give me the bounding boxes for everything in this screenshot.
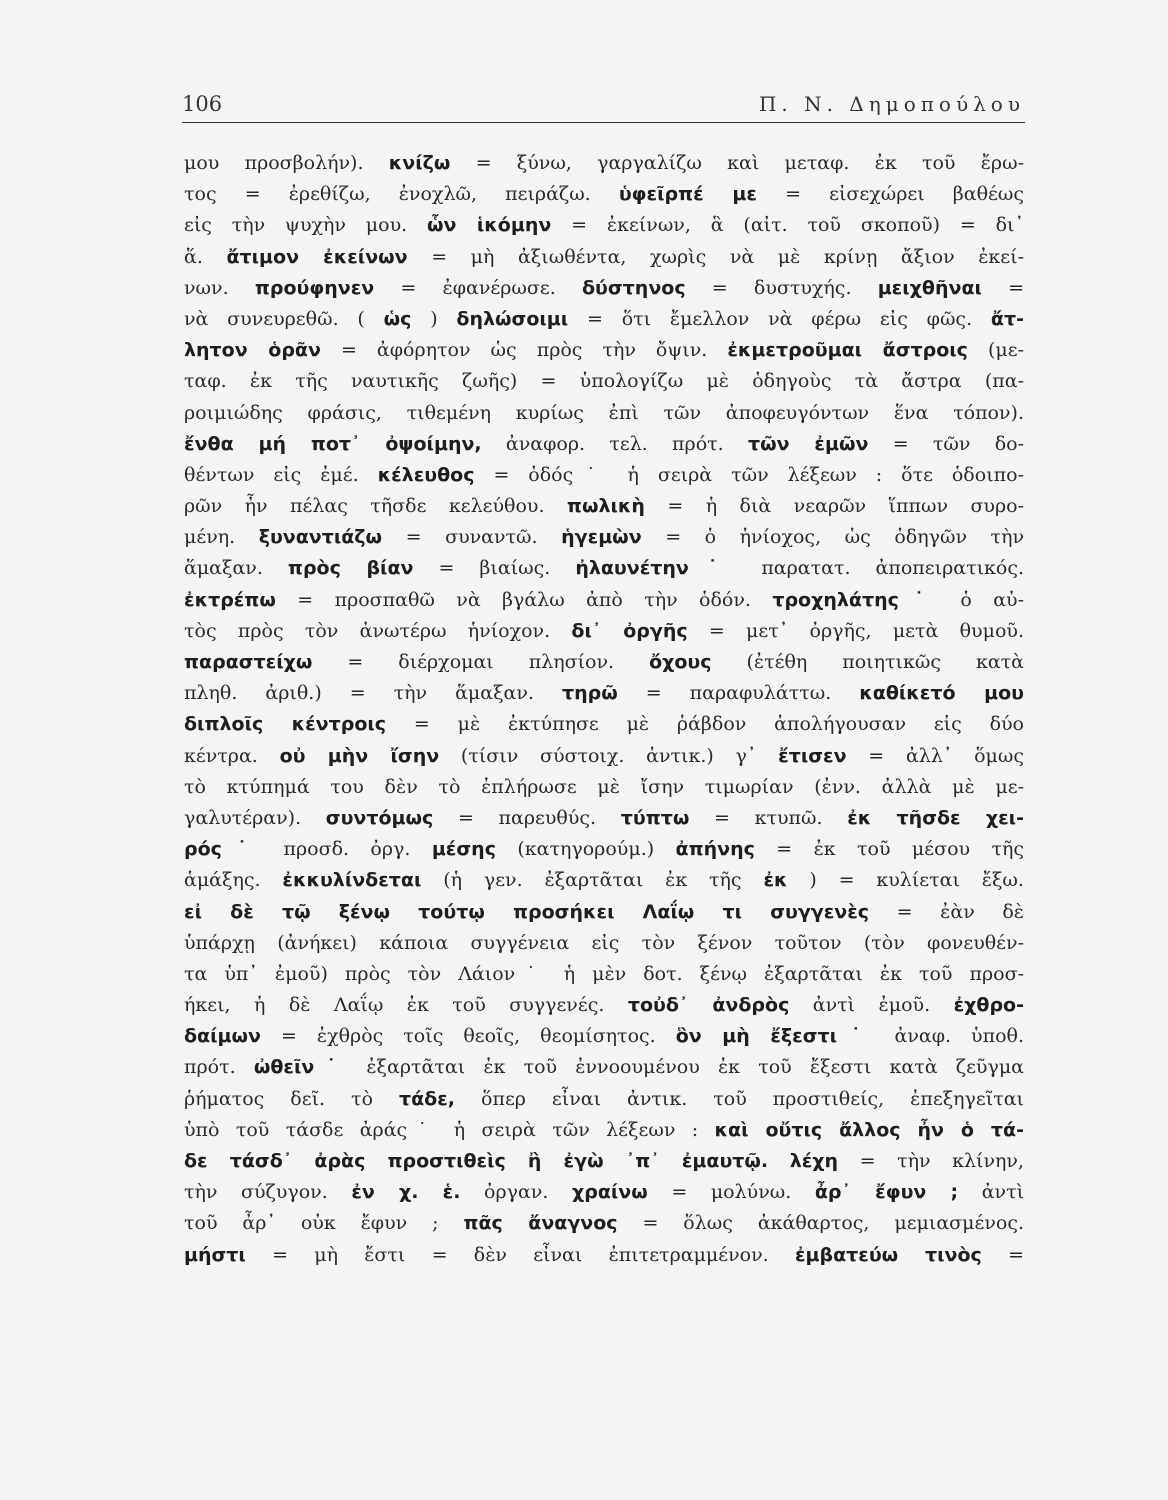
lemma-term: ἡγεμὼν: [561, 526, 642, 549]
gloss-text: ήκει, ἡ δὲ Λαΐῳ ἐκ τοῦ συγγενές.: [184, 994, 605, 1017]
gloss-text: παρατατ. ἀποπειρατικός.: [761, 557, 1024, 580]
gloss-text: = μὴ ἀξιωθέντα, χωρὶς νὰ μὲ κρίνῃ ἄξιον ἐκεί-: [431, 245, 1024, 268]
lemma-term: δαίμων: [184, 1025, 261, 1048]
gloss-text: =: [1008, 276, 1024, 299]
text-line: [184, 928, 1024, 959]
gloss-text: θέντων εἰς ἐμέ.: [184, 463, 359, 486]
lemma-term: χραίνω: [571, 1181, 648, 1204]
lemma-term: κέλευθος: [377, 463, 475, 486]
gloss-text: = μὲ ἐκτύπησε μὲ ῥάβδον ἀπολήγουσαν εἰς δύο: [413, 713, 1024, 736]
lemma-term: ἔτισεν: [778, 744, 847, 767]
gloss-text: = ἐφανέρωσε.: [400, 276, 556, 299]
text-line: [184, 803, 1024, 834]
lemma-term: ἔνθα μή ποτ᾽ ὀψοίμην,: [184, 432, 482, 455]
page-number: 106: [182, 92, 223, 116]
gloss-text: ἀντὶ: [981, 1181, 1024, 1204]
lemma-term: λητον ὁρᾶν: [184, 339, 321, 362]
gloss-text: τὴν σύζυγον.: [184, 1181, 328, 1204]
text-line: [184, 865, 1024, 896]
text-line: [184, 647, 1024, 678]
text-line: [184, 990, 1024, 1021]
text-line: [184, 304, 1024, 335]
lemma-term: δε τάσδ᾽ ἀρὰς προστιθεὶς ἢ ἐγὼ ᾽π᾽ ἐμαυτῷ.: [184, 1150, 769, 1172]
text-line: [184, 491, 1024, 522]
gloss-text: νὰ συνευρεθῶ. (: [184, 307, 365, 330]
lemma-term: τροχηλάτης˙: [772, 588, 940, 611]
gloss-text: = παραφυλάττω.: [645, 682, 832, 705]
gloss-text: = μετ᾽ ὀργῆς, μετὰ θυμοῦ.: [708, 619, 1024, 642]
lemma-term: δι᾽ ὀργῆς: [571, 619, 688, 642]
gloss-text: = ξύνω, γαργαλίζω καὶ μεταφ. ἐκ τοῦ ἔρω-: [475, 152, 1024, 174]
lemma-term: διπλοῖς κέντροις: [184, 713, 387, 736]
lemma-term: ἀπήνης: [675, 838, 755, 861]
text-line: [184, 1021, 1024, 1052]
text-line: [184, 522, 1024, 553]
gloss-text: ροιμιώδης φράσις, τιθεμένη κυρίως ἐπὶ τῶν ἀποφευγόντων ἕνα τόπον).: [184, 401, 1024, 424]
gloss-text: ὁ αὐ-: [960, 588, 1024, 611]
gloss-text: ὑπάρχῃ (ἀνήκει) κάποια συγγένεια εἰς τὸν ξένον τοῦτον (τὸν φονευθέν-: [184, 931, 1024, 954]
gloss-text: = συναντῶ.: [405, 526, 538, 549]
gloss-text: ὑπὸ τοῦ τάσδε ἀράς˙ ἡ σειρὰ τῶν λέξεων :: [184, 1118, 699, 1141]
lemma-term: ἄτιμον ἐκείνων: [226, 245, 408, 268]
gloss-text: ): [430, 307, 438, 330]
lemma-term: τοὐδ᾽ ἀνδρὸς: [627, 994, 790, 1017]
gloss-text: = ὁδός˙ ἡ σειρὰ τῶν λέξεων : ὅτε ὁδοιπο-: [493, 463, 1024, 486]
commentary-text: [184, 148, 1024, 1271]
text-line: [184, 460, 1024, 491]
lemma-term: ἐκ: [763, 869, 788, 892]
gloss-text: εἰς τὴν ψυχὴν μου.: [184, 214, 408, 237]
text-line: [184, 366, 1024, 397]
text-line: [184, 772, 1024, 803]
lemma-term: ὃν μὴ ἔξεστι˙: [675, 1025, 875, 1048]
text-line: [184, 1052, 1024, 1083]
text-line: [184, 1115, 1024, 1146]
running-head: Π. Ν. Δημοπούλου: [758, 92, 1025, 116]
lemma-term: ἐν χ. ἑ.: [351, 1181, 461, 1204]
lemma-term: οὐ μὴν ἴσην: [279, 744, 440, 767]
text-line: [184, 1084, 1024, 1115]
lemma-term: τύπτω: [620, 806, 690, 829]
text-line: [184, 553, 1024, 584]
text-line: [184, 1240, 1024, 1271]
text-line: [184, 210, 1024, 241]
gloss-text: = ὁ ἡνίοχος, ὡς ὁδηγῶν τὴν: [665, 526, 1024, 549]
gloss-text: = μὴ ἔστι = δὲν εἶναι ἐπιτετραμμένον.: [272, 1243, 769, 1266]
gloss-text: (ἐτέθη ποιητικῶς κατὰ: [746, 651, 1024, 673]
gloss-text: = εἰσεχώρει βαθέως: [785, 183, 1024, 206]
gloss-text: = ἐὰν δὲ: [896, 900, 1024, 923]
text-line: [184, 335, 1024, 366]
lemma-term: κνίζω: [388, 152, 451, 174]
gloss-text: = ἡ διὰ νεαρῶν ἵππων συρο-: [667, 495, 1024, 518]
lemma-term: ἐχθρο-: [953, 994, 1024, 1017]
gloss-text: = διέρχομαι πλησίον.: [347, 651, 615, 673]
gloss-text: κέντρα.: [184, 744, 258, 767]
lemma-term: ἠλαυνέτην˙: [575, 557, 737, 580]
gloss-text: = ἀφόρητον ὡς πρὸς τὴν ὄψιν.: [340, 339, 708, 362]
gloss-text: ἁμάξης.: [184, 869, 261, 892]
lemma-term: ὠθεῖν˙: [253, 1056, 349, 1079]
text-line: [184, 273, 1024, 304]
gloss-text: (με-: [987, 339, 1024, 362]
gloss-text: ἀναφορ. τελ. πρότ.: [505, 432, 724, 455]
gloss-text: τὸς πρὸς τὸν ἀνωτέρω ἡνίοχον.: [184, 619, 551, 642]
lemma-term: ἐκμετροῦμαι ἄστροις: [727, 339, 968, 362]
lemma-term: λέχη: [789, 1150, 839, 1172]
lemma-term: καὶ οὔτις ἄλλος ἦν ὁ τά-: [714, 1118, 1024, 1141]
text-line: [184, 1146, 1024, 1177]
lemma-term: τηρῶ: [561, 682, 618, 705]
lemma-term: ἐμβατεύω τινὸς: [794, 1243, 982, 1266]
text-line: [184, 429, 1024, 460]
gloss-text: = ὅλως ἀκάθαρτος, μεμιασμένος.: [642, 1212, 1024, 1235]
gloss-text: νων.: [184, 276, 229, 299]
gloss-text: = ἐκείνων, ἃ (αἰτ. τοῦ σκοποῦ) = δι᾽: [571, 214, 1024, 237]
gloss-text: γαλυτέραν).: [184, 806, 302, 829]
lemma-term: πρὸς βίαν: [287, 557, 414, 580]
gloss-text: ρῶν ἦν πέλας τῆσδε κελεύθου.: [184, 495, 545, 518]
gloss-text: μένη.: [184, 526, 236, 549]
gloss-text: ἀντὶ ἐμοῦ.: [812, 994, 931, 1017]
lemma-term: ἐκκυλίνδεται: [282, 869, 422, 892]
lemma-term: τάδε,: [399, 1087, 456, 1110]
lemma-term: ἆρ᾽ ἔφυν ;: [814, 1181, 959, 1204]
lemma-term: πᾶς ἄναγνος: [463, 1212, 618, 1235]
text-line: [184, 585, 1024, 616]
lemma-term: ἐκτρέπω: [184, 588, 276, 611]
gloss-text: ταφ. ἐκ τῆς ναυτικῆς ζωῆς) = ὑπολογίζω μὲ ὁδηγοὺς τὰ ἄστρα (πα-: [184, 370, 1024, 393]
gloss-text: =: [1008, 1243, 1024, 1266]
text-line: [184, 834, 1024, 865]
gloss-text: ἅμαξαν.: [184, 557, 263, 580]
gloss-text: τὸ κτύπημά του δὲν τὸ ἐπλήρωσε μὲ ἴσην τιμωρίαν (ἐνν. ἀλλὰ μὲ με-: [184, 775, 1024, 798]
lemma-term: μέσης: [431, 838, 496, 861]
lemma-term: δηλώσοιμι: [456, 307, 569, 330]
page-header: [182, 92, 1025, 123]
lemma-term: ὧν ἱκόμην: [427, 214, 552, 237]
gloss-text: ἐξαρτᾶται ἐκ τοῦ ἐννοουμένου ἐκ τοῦ ἔξεστι κατὰ ζεῦγμα: [366, 1056, 1024, 1079]
text-line: [184, 897, 1024, 928]
text-line: [184, 179, 1024, 210]
text-line: [184, 398, 1024, 429]
text-line: [184, 709, 1024, 740]
gloss-text: (τίσιν σύστοιχ. ἀντικ.) γ᾽: [460, 744, 757, 767]
text-line: [184, 678, 1024, 709]
gloss-text: = ἐχθρὸς τοῖς θεοῖς, θεομίσητος.: [280, 1025, 656, 1048]
gloss-text: τος = ἐρεθίζω, ἐνοχλῶ, πειράζω.: [184, 183, 591, 206]
gloss-text: προσδ. ὀργ.: [283, 838, 411, 861]
gloss-text: = μολύνω.: [671, 1181, 792, 1204]
gloss-text: πληθ. ἀριθ.) = τὴν ἅμαξαν.: [184, 682, 534, 705]
lemma-term: ὄχους: [649, 651, 712, 673]
gloss-text: τα ὑπ᾽ ἐμοῦ) πρὸς τὸν Λάιον˙ ἡ μὲν δοτ. ξένῳ ἐξαρτᾶται ἐκ τοῦ προσ-: [184, 962, 1024, 985]
text-line: [184, 741, 1024, 772]
gloss-text: πρότ.: [184, 1056, 236, 1079]
text-line: [184, 616, 1024, 647]
text-line: [184, 242, 1024, 273]
lemma-term: ὑφεῖρπέ με: [618, 183, 757, 206]
lemma-term: τῶν ἐμῶν: [747, 432, 869, 455]
gloss-text: = τὴν κλίνην,: [859, 1150, 1024, 1172]
lemma-term: ὡς: [383, 307, 412, 330]
text-line: [184, 1208, 1024, 1239]
gloss-text: ἅ.: [184, 245, 203, 268]
text-line: [184, 1177, 1024, 1208]
gloss-text: = δυστυχής.: [711, 276, 852, 299]
gloss-text: ὀργαν.: [484, 1181, 549, 1204]
lemma-term: δύστηνος: [581, 276, 686, 299]
gloss-text: (ἡ γεν. ἐξαρτᾶται ἐκ τῆς: [443, 869, 742, 892]
gloss-text: μου προσβολήν).: [184, 152, 364, 174]
lemma-term: παραστείχω: [184, 651, 313, 673]
lemma-term: πωλικὴ: [566, 495, 645, 518]
lemma-term: καθίκετό μου: [859, 682, 1024, 705]
gloss-text: = προσπαθῶ νὰ βγάλω ἀπὸ τὴν ὁδόν.: [297, 588, 751, 611]
lemma-term: προύφηνεν: [254, 276, 375, 299]
gloss-text: = κτυπῶ.: [714, 806, 823, 829]
lemma-term: συντόμως: [325, 806, 434, 829]
text-line: [184, 148, 1024, 179]
gloss-text: = παρευθύς.: [457, 806, 597, 829]
gloss-text: ὅπερ εἶναι ἀντικ. τοῦ προστιθείς, ἐπεξηγεῖται: [481, 1087, 1024, 1110]
gloss-text: = ὅτι ἔμελλον νὰ φέρω εἰς φῶς.: [586, 307, 973, 330]
lemma-term: ξυναντιάζω: [258, 526, 383, 549]
gloss-text: (κατηγορούμ.): [517, 838, 655, 861]
lemma-term: ἐκ τῆσδε χει-: [847, 806, 1024, 829]
gloss-text: ) = κυλίεται ἔξω.: [809, 869, 1024, 892]
lemma-term: μήστι: [184, 1243, 246, 1266]
gloss-text: = τῶν δο-: [892, 432, 1024, 455]
gloss-text: = ἐκ τοῦ μέσου τῆς: [776, 838, 1024, 861]
lemma-term: εἰ δὲ τῷ ξένῳ τούτῳ προσήκει Λαΐῳ τι συγγενὲς: [184, 900, 870, 923]
lemma-term: ἄτ-: [990, 307, 1024, 330]
lemma-term: μειχθῆναι: [877, 276, 982, 299]
lemma-term: ρός˙: [184, 838, 263, 861]
gloss-text: τοῦ ἆρ᾽ οὐκ ἔφυν ;: [184, 1212, 439, 1235]
gloss-text: ῥήματος δεῖ. τὸ: [184, 1087, 374, 1110]
gloss-text: = βιαίως.: [438, 557, 551, 580]
text-line: [184, 959, 1024, 990]
gloss-text: = ἀλλ᾽ ὅμως: [868, 744, 1024, 767]
gloss-text: ἀναφ. ὑποθ.: [894, 1025, 1024, 1048]
